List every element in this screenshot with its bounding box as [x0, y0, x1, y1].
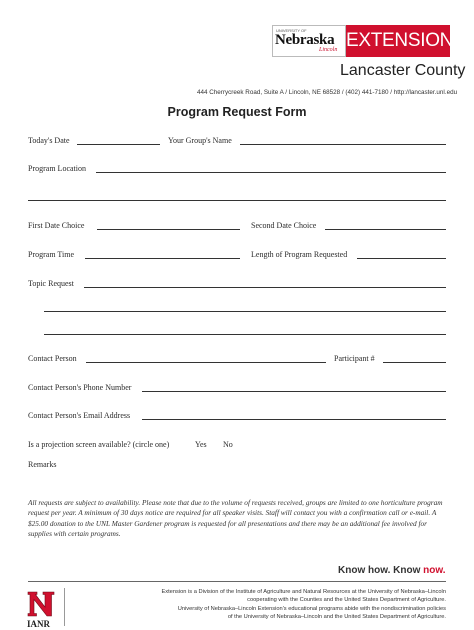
- program-location-label: Program Location: [28, 164, 86, 173]
- logo-lincoln: Lincoln: [319, 47, 338, 53]
- logo-extension: EXTENSION: [346, 25, 450, 57]
- phone-field[interactable]: [142, 391, 446, 392]
- first-date-label: First Date Choice: [28, 221, 85, 230]
- remarks-label: Remarks: [28, 460, 57, 469]
- nebraska-wordmark: [272, 25, 346, 57]
- projection-label: Is a projection screen available? (circle one): [28, 440, 170, 449]
- length-label: Length of Program Requested: [251, 250, 348, 259]
- footer-vertical-divider: [64, 588, 65, 626]
- county-name: Lancaster County: [340, 62, 466, 79]
- todays-date-field[interactable]: [77, 144, 160, 145]
- tagline-now: now.: [423, 565, 446, 576]
- logo-university-of: UNIVERSITY OF: [276, 28, 307, 33]
- program-location-field[interactable]: [96, 172, 446, 173]
- topic-field-line3[interactable]: [44, 334, 446, 335]
- email-label: Contact Person's Email Address: [28, 411, 131, 420]
- contact-person-field[interactable]: [86, 362, 326, 363]
- nondiscrimination-line2: of the University of Nebraska–Lincoln and the United States Department of Agriculture.: [227, 613, 446, 620]
- extension-division-text: [68, 589, 446, 604]
- participant-field[interactable]: [383, 362, 446, 363]
- topic-field-line2[interactable]: [44, 311, 446, 312]
- group-name-field[interactable]: [240, 144, 446, 145]
- office-address: 444 Cherrycreek Road, Suite A / Lincoln, NE 68528 / (402) 441-7180 / http://lancaster.unl.edu: [197, 89, 458, 96]
- topic-field[interactable]: [84, 287, 446, 288]
- ianr-label: IANR: [27, 619, 51, 629]
- contact-person-label: Contact Person: [28, 354, 77, 363]
- projection-yes-option[interactable]: Yes: [195, 440, 207, 449]
- footer-divider: [28, 581, 446, 582]
- disclaimer-text: All requests are subject to availability. Please note that due to the volume of requests received, groups are limited to one horticulture program request per year. A minimum of 30 days notice are required for all speaker visits. Staff will contact you with a confirmation call or e-mail. A $25.00 donation to the UNL Master Gardener program is requested for all presentations and there may be an additional fee involved for supplies with certain programs.: [28, 498, 443, 539]
- extension-logo: [272, 25, 454, 57]
- logo-nebraska: Nebraska: [275, 32, 335, 48]
- second-date-label: Second Date Choice: [251, 221, 317, 230]
- tagline-text: Know how. Know: [338, 565, 424, 576]
- first-date-field[interactable]: [97, 229, 240, 230]
- phone-label: Contact Person's Phone Number: [28, 383, 132, 392]
- topic-label: Topic Request: [28, 279, 74, 288]
- projection-no-option[interactable]: No: [223, 440, 233, 449]
- program-time-field[interactable]: [85, 258, 240, 259]
- group-name-label: Your Group's Name: [168, 136, 232, 145]
- email-field[interactable]: [142, 419, 446, 420]
- extension-division-line2: cooperating with the Counties and the United States Department of Agriculture.: [247, 596, 446, 603]
- n-logo-icon: [26, 590, 56, 618]
- tagline: [338, 565, 446, 576]
- participant-label: Participant #: [334, 354, 375, 363]
- remarks-field[interactable]: [28, 472, 446, 494]
- length-field[interactable]: [357, 258, 446, 259]
- program-time-label: Program Time: [28, 250, 75, 259]
- form-title: Program Request Form: [167, 105, 307, 119]
- program-location-field-line2[interactable]: [28, 200, 446, 201]
- todays-date-label: Today's Date: [28, 136, 70, 145]
- nondiscrimination-text: [68, 606, 446, 621]
- nondiscrimination-line1: University of Nebraska–Lincoln Extension's educational programs abide with the nondiscrimination policies: [177, 606, 446, 612]
- second-date-field[interactable]: [325, 229, 446, 230]
- extension-division-line1: Extension is a Division of the Institute of Agriculture and Natural Resources at the University of Nebraska–Lincoln: [161, 589, 446, 595]
